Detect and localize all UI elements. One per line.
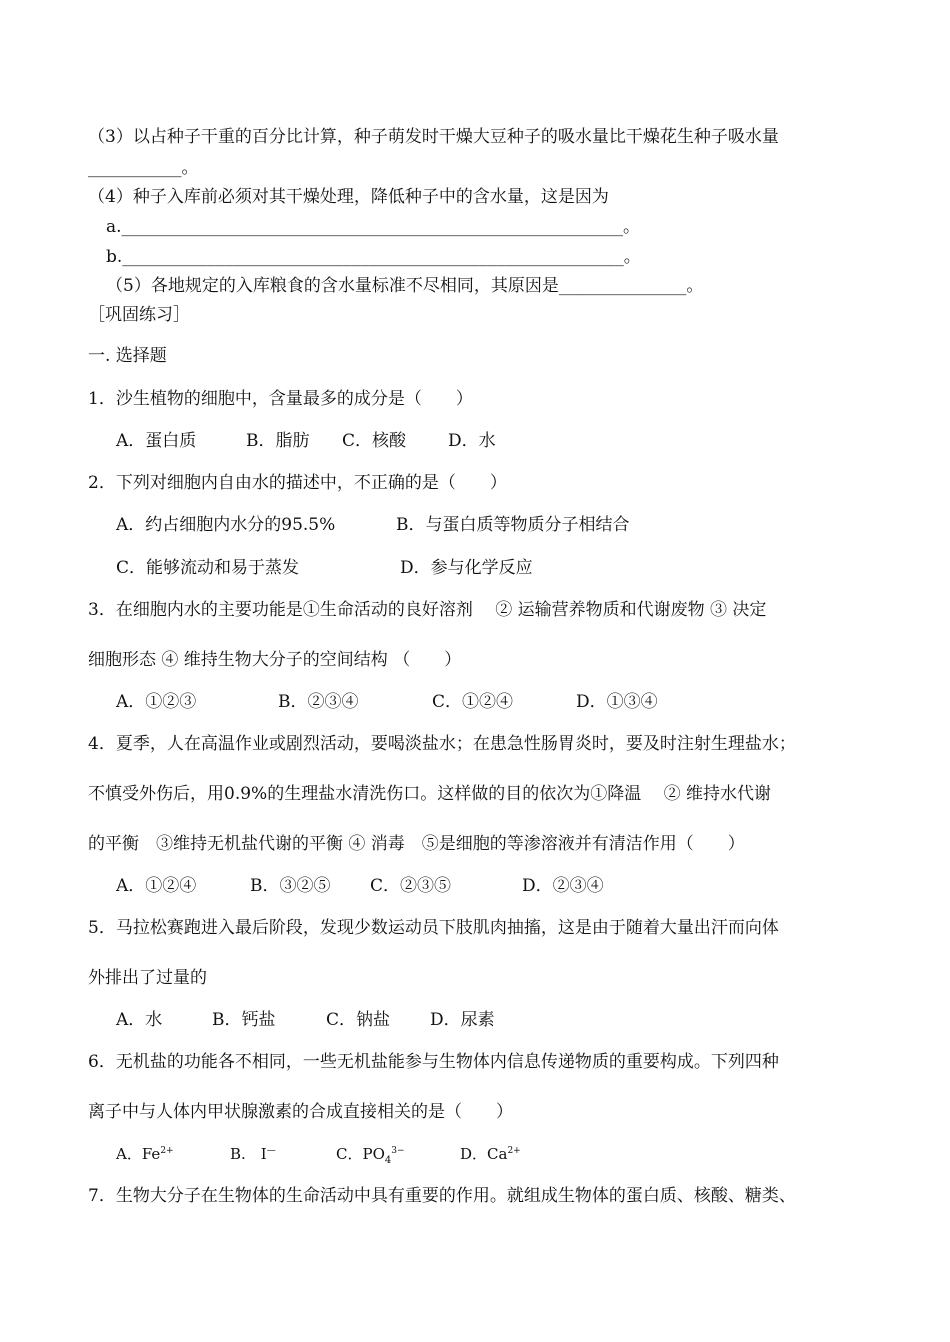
q1-option-b: B．脂肪 — [246, 431, 310, 451]
q3-option-d: D．①③④ — [576, 692, 658, 712]
q2-option-d: D．参与化学反应 — [400, 558, 533, 578]
q5-option-b: B．钙盐 — [212, 1010, 276, 1030]
q4-option-a: A．①②④ — [116, 876, 197, 896]
q4-prev-line1: （4）种子入库前必须对其干燥处理，降低种子中的含水量，这是因为 — [88, 187, 609, 207]
q4-option-d: D．②③④ — [522, 876, 604, 896]
q1-option-d: D．水 — [448, 431, 496, 451]
q5-stem-line1: 5．马拉松赛跑进入最后阶段，发现少数运动员下肢肌肉抽搐，这是由于随着大量出汗而向体 — [88, 918, 779, 938]
q3-option-c: C．①②④ — [432, 692, 514, 712]
q4-options — [116, 875, 604, 897]
q2-options-row2 — [116, 557, 533, 579]
q3-option-b: B．②③④ — [278, 692, 359, 712]
q6-option-d: D．$Ca^{2+}$ — [460, 1145, 521, 1163]
q3-stem-line2: 细胞形态 ④ 维持生物大分子的空间结构 （ ） — [88, 650, 462, 670]
q4-prev-a: a.___________________________________________________________。 — [106, 217, 641, 237]
q3-options — [116, 691, 658, 713]
q2-stem: 2．下列对细胞内自由水的描述中，不正确的是（ ） — [88, 473, 507, 493]
q4-option-c: C．②③⑤ — [370, 876, 452, 896]
q2-options-row1 — [116, 514, 630, 536]
q3-stem-line1: 3．在细胞内水的主要功能是①生命活动的良好溶剂 ② 运输营养物质和代谢废物 ③ 决定 — [88, 600, 767, 620]
q7-stem-line1: 7．生物大分子在生物体的生命活动中具有重要的作用。就组成生物体的蛋白质、核酸、糖类、 — [88, 1186, 796, 1206]
heading-multiple-choice: 一. 选择题 — [88, 346, 167, 366]
q2-option-c: C．能够流动和易于蒸发 — [116, 558, 300, 578]
q1-option-c: C．核酸 — [342, 431, 407, 451]
q4-prev-b: b.___________________________________________________________。 — [106, 247, 641, 267]
q2-option-a: A．约占细胞内水分的95.5% — [116, 515, 336, 535]
section-consolidation: ［巩固练习］ — [88, 305, 190, 325]
q5-option-c: C．钠盐 — [326, 1010, 391, 1030]
q5-prev: （5）各地规定的入库粮食的含水量标准不尽相同，其原因是_______________。 — [106, 276, 704, 296]
q5-option-a: A．水 — [116, 1010, 163, 1030]
q6-stem-line2: 离子中与人体内甲状腺激素的合成直接相关的是（ ） — [88, 1102, 513, 1122]
q1-options — [116, 430, 496, 452]
q4-stem-line2: 不慎受外伤后，用0.9%的生理盐水清洗伤口。这样做的目的依次为①降温 ② 维持水代谢 — [88, 784, 771, 804]
q3-prev-line1: （3）以占种子干重的百分比计算，种子萌发时干燥大豆种子的吸水量比干燥花生种子吸水量 — [88, 127, 779, 147]
q6-option-a: A．$Fe^{2+}$ — [116, 1145, 174, 1163]
q6-option-b: B. I— — [230, 1145, 276, 1163]
q5-options — [116, 1009, 495, 1031]
q6-options — [116, 1143, 521, 1165]
q5-option-d: D．尿素 — [430, 1010, 495, 1030]
q3-option-a: A．①②③ — [116, 692, 197, 712]
q4-option-b: B．③②⑤ — [250, 876, 331, 896]
q5-stem-line2: 外排出了过量的 — [88, 968, 207, 988]
q1-option-a: A．蛋白质 — [116, 431, 197, 451]
q3-prev-line2: ___________。 — [88, 158, 199, 178]
q1-stem: 1．沙生植物的细胞中，含量最多的成分是（ ） — [88, 389, 473, 409]
q4-stem-line3: 的平衡 ③维持无机盐代谢的平衡 ④ 消毒 ⑤是细胞的等渗溶液并有清洁作用（ ） — [88, 834, 745, 854]
q6-stem-line1: 6．无机盐的功能各不相同，一些无机盐能参与生物体内信息传递物质的重要构成。下列四种 — [88, 1052, 779, 1072]
q4-stem-line1: 4．夏季，人在高温作业或剧烈活动，要喝淡盐水；在患急性肠胃炎时，要及时注射生理盐水； — [88, 734, 796, 754]
q6-option-c: C．$PO_4^{3-}$ — [336, 1145, 405, 1166]
q2-option-b: B．与蛋白质等物质分子相结合 — [396, 515, 630, 535]
